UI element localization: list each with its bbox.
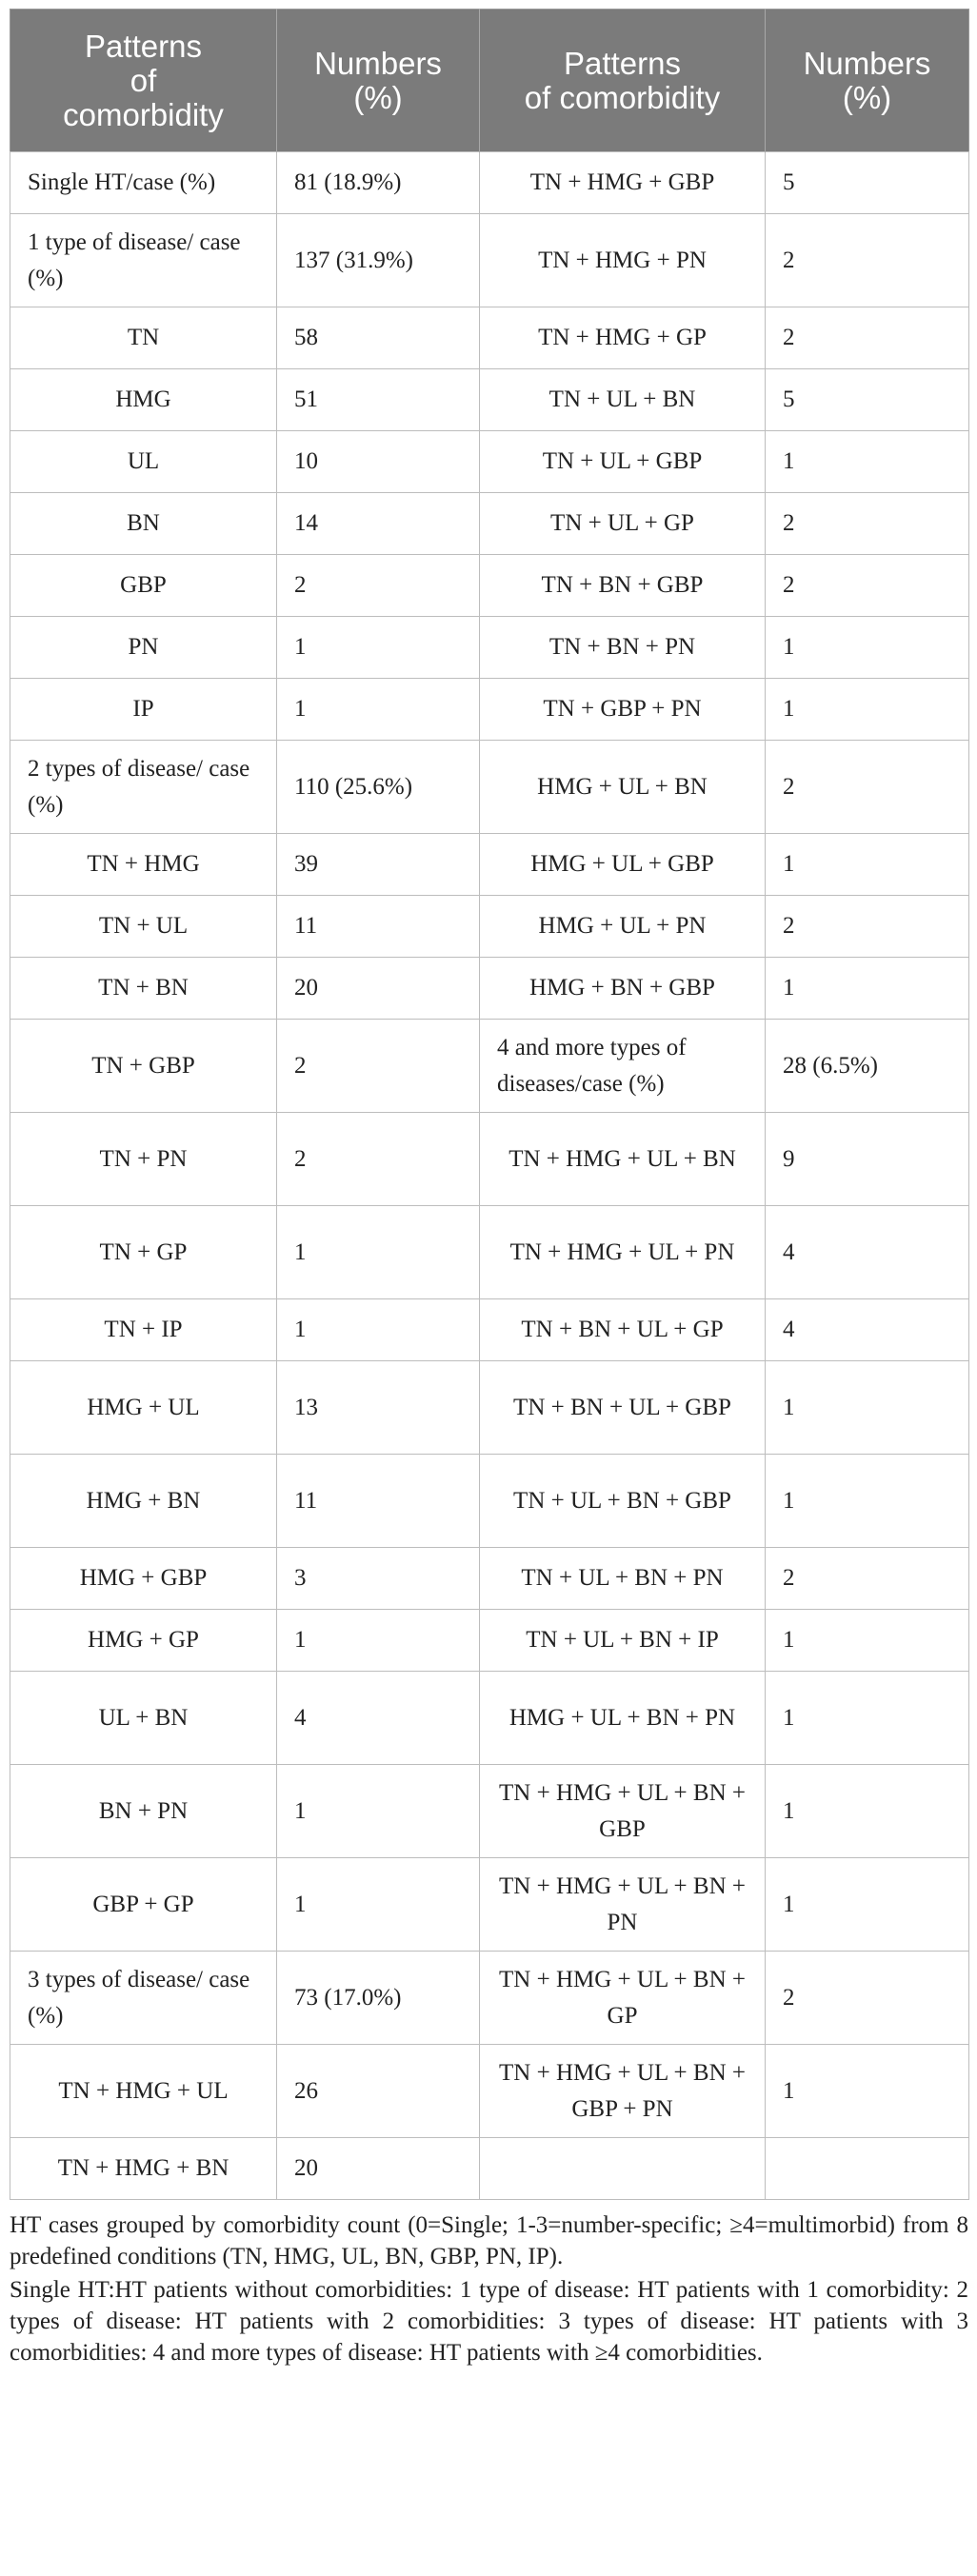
number-left-cell: 2 (277, 1020, 480, 1113)
number-right-cell: 2 (766, 493, 969, 555)
table-footnotes (10, 2209, 968, 2370)
table-row (10, 2045, 969, 2138)
pattern-left-cell: IP (10, 679, 277, 741)
table-row (10, 741, 969, 834)
table-row (10, 1020, 969, 1113)
number-left-cell: 1 (277, 617, 480, 679)
number-left-cell: 3 (277, 1548, 480, 1610)
number-right-cell: 1 (766, 958, 969, 1020)
number-left-cell: 1 (277, 1610, 480, 1672)
pattern-left-cell: PN (10, 617, 277, 679)
pattern-left-cell: TN + IP (10, 1299, 277, 1361)
pattern-left-cell: 1 type of disease/ case (%) (10, 214, 277, 307)
table-row (10, 1206, 969, 1299)
number-right-cell: 1 (766, 1672, 969, 1765)
table-row (10, 214, 969, 307)
number-left-cell: 1 (277, 1858, 480, 1952)
pattern-right-cell: TN + HMG + GBP (480, 152, 766, 214)
number-right-cell: 28 (6.5%) (766, 1020, 969, 1113)
pattern-right-cell (480, 2138, 766, 2200)
table-row (10, 617, 969, 679)
number-left-cell: 137 (31.9%) (277, 214, 480, 307)
footnote-definitions: Single HT:HT patients without comorbidities: 1 type of disease: HT patients with 1 comorbidity: 2 types of disease: HT patients with 2 comorbidities: 3 types of disease: HT patients with 3 comorbidities: 4 and more types of disease: HT patients with ≥4 comorbidities. (10, 2277, 968, 2366)
header-line: Patterns (85, 28, 202, 64)
number-left-cell: 10 (277, 431, 480, 493)
number-right-cell: 5 (766, 152, 969, 214)
pattern-right-cell: TN + HMG + UL + BN + PN (480, 1858, 766, 1952)
pattern-left-cell: 2 types of disease/ case (%) (10, 741, 277, 834)
pattern-right-cell: 4 and more types of diseases/case (%) (480, 1020, 766, 1113)
pattern-left-cell: Single HT/case (%) (10, 152, 277, 214)
pattern-left-cell: UL + BN (10, 1672, 277, 1765)
pattern-left-cell: TN + GP (10, 1206, 277, 1299)
pattern-left-cell: TN + HMG (10, 834, 277, 896)
pattern-right-cell: TN + UL + GP (480, 493, 766, 555)
number-right-cell: 2 (766, 1548, 969, 1610)
table-row (10, 493, 969, 555)
pattern-right-cell: HMG + UL + PN (480, 896, 766, 958)
pattern-right-cell: TN + BN + UL + GP (480, 1299, 766, 1361)
pattern-left-cell: TN + UL (10, 896, 277, 958)
pattern-left-cell: TN + GBP (10, 1020, 277, 1113)
table-row (10, 896, 969, 958)
number-left-cell: 1 (277, 679, 480, 741)
pattern-right-cell: TN + HMG + PN (480, 214, 766, 307)
number-left-cell: 11 (277, 896, 480, 958)
number-right-cell: 1 (766, 431, 969, 493)
table-row (10, 1113, 969, 1206)
number-right-cell: 2 (766, 741, 969, 834)
number-right-cell: 2 (766, 214, 969, 307)
comorbidity-table-container (10, 9, 968, 2200)
table-row (10, 555, 969, 617)
table-header (10, 10, 969, 152)
pattern-right-cell: TN + UL + BN + IP (480, 1610, 766, 1672)
number-right-cell: 2 (766, 555, 969, 617)
table-row (10, 834, 969, 896)
pattern-right-cell: TN + UL + BN (480, 369, 766, 431)
pattern-right-cell: TN + HMG + GP (480, 307, 766, 369)
table-row (10, 1858, 969, 1952)
number-left-cell: 81 (18.9%) (277, 152, 480, 214)
table-row (10, 1299, 969, 1361)
number-left-cell: 4 (277, 1672, 480, 1765)
number-left-cell: 1 (277, 1765, 480, 1858)
table-row (10, 1952, 969, 2045)
pattern-left-cell: TN + BN (10, 958, 277, 1020)
number-right-cell: 1 (766, 1765, 969, 1858)
number-left-cell: 1 (277, 1299, 480, 1361)
pattern-right-cell: TN + HMG + UL + BN + GBP + PN (480, 2045, 766, 2138)
table-row (10, 1672, 969, 1765)
pattern-right-cell: TN + HMG + UL + BN + GP (480, 1952, 766, 2045)
header-line: (%) (842, 79, 892, 115)
pattern-left-cell: 3 types of disease/ case (%) (10, 1952, 277, 2045)
comorbidity-table (10, 9, 969, 2200)
number-left-cell: 20 (277, 958, 480, 1020)
number-right-cell: 2 (766, 1952, 969, 2045)
pattern-left-cell: UL (10, 431, 277, 493)
pattern-left-cell: TN + PN (10, 1113, 277, 1206)
pattern-left-cell: HMG + GBP (10, 1548, 277, 1610)
pattern-right-cell: TN + UL + GBP (480, 431, 766, 493)
number-left-cell: 26 (277, 2045, 480, 2138)
table-row (10, 307, 969, 369)
header-line: of (130, 62, 157, 98)
header-line: Numbers (314, 45, 442, 81)
number-right-cell: 1 (766, 834, 969, 896)
number-left-cell: 73 (17.0%) (277, 1952, 480, 2045)
pattern-left-cell: BN (10, 493, 277, 555)
number-right-cell: 4 (766, 1206, 969, 1299)
pattern-right-cell: TN + GBP + PN (480, 679, 766, 741)
table-row (10, 958, 969, 1020)
number-right-cell: 1 (766, 1858, 969, 1952)
footnote-grouping: HT cases grouped by comorbidity count (0=Single; 1-3=number-specific; ≥4=multimorbid) from 8 predefined conditions (TN, HMG, UL, BN, GBP, PN, IP). (10, 2212, 968, 2269)
table-row (10, 679, 969, 741)
pattern-left-cell: BN + PN (10, 1765, 277, 1858)
header-patterns-left (10, 10, 277, 152)
number-right-cell: 1 (766, 1361, 969, 1455)
pattern-right-cell: TN + BN + UL + GBP (480, 1361, 766, 1455)
header-numbers-right (766, 10, 969, 152)
table-row (10, 1548, 969, 1610)
table-row (10, 1765, 969, 1858)
number-right-cell (766, 2138, 969, 2200)
number-left-cell: 14 (277, 493, 480, 555)
pattern-right-cell: TN + HMG + UL + PN (480, 1206, 766, 1299)
number-right-cell: 2 (766, 307, 969, 369)
table-row (10, 1610, 969, 1672)
number-left-cell: 51 (277, 369, 480, 431)
pattern-right-cell: HMG + BN + GBP (480, 958, 766, 1020)
header-line: Patterns (564, 45, 681, 81)
header-line: comorbidity (63, 96, 224, 132)
number-left-cell: 39 (277, 834, 480, 896)
number-left-cell: 58 (277, 307, 480, 369)
pattern-right-cell: HMG + UL + BN (480, 741, 766, 834)
number-right-cell: 5 (766, 369, 969, 431)
pattern-left-cell: HMG + GP (10, 1610, 277, 1672)
table-row (10, 2138, 969, 2200)
header-line: of comorbidity (524, 79, 721, 115)
header-row (10, 10, 969, 152)
table-row (10, 431, 969, 493)
pattern-left-cell: GBP + GP (10, 1858, 277, 1952)
header-line: Numbers (803, 45, 931, 81)
number-right-cell: 1 (766, 617, 969, 679)
pattern-right-cell: TN + UL + BN + GBP (480, 1455, 766, 1548)
header-line: (%) (353, 79, 403, 115)
pattern-left-cell: GBP (10, 555, 277, 617)
header-patterns-right (480, 10, 766, 152)
pattern-left-cell: HMG + UL (10, 1361, 277, 1455)
number-right-cell: 1 (766, 1610, 969, 1672)
pattern-right-cell: TN + HMG + UL + BN (480, 1113, 766, 1206)
table-row (10, 1361, 969, 1455)
number-left-cell: 11 (277, 1455, 480, 1548)
table-body (10, 152, 969, 2200)
pattern-left-cell: TN + HMG + BN (10, 2138, 277, 2200)
table-row (10, 152, 969, 214)
header-numbers-left (277, 10, 480, 152)
pattern-left-cell: HMG + BN (10, 1455, 277, 1548)
table-row (10, 1455, 969, 1548)
pattern-left-cell: TN (10, 307, 277, 369)
number-right-cell: 4 (766, 1299, 969, 1361)
pattern-left-cell: TN + HMG + UL (10, 2045, 277, 2138)
number-left-cell: 2 (277, 1113, 480, 1206)
pattern-right-cell: TN + BN + GBP (480, 555, 766, 617)
number-right-cell: 9 (766, 1113, 969, 1206)
number-left-cell: 1 (277, 1206, 480, 1299)
pattern-right-cell: TN + HMG + UL + BN + GBP (480, 1765, 766, 1858)
pattern-right-cell: HMG + UL + BN + PN (480, 1672, 766, 1765)
pattern-right-cell: TN + UL + BN + PN (480, 1548, 766, 1610)
number-left-cell: 2 (277, 555, 480, 617)
number-right-cell: 2 (766, 896, 969, 958)
number-right-cell: 1 (766, 2045, 969, 2138)
number-right-cell: 1 (766, 679, 969, 741)
number-right-cell: 1 (766, 1455, 969, 1548)
number-left-cell: 110 (25.6%) (277, 741, 480, 834)
pattern-right-cell: HMG + UL + GBP (480, 834, 766, 896)
pattern-left-cell: HMG (10, 369, 277, 431)
number-left-cell: 20 (277, 2138, 480, 2200)
table-row (10, 369, 969, 431)
number-left-cell: 13 (277, 1361, 480, 1455)
pattern-right-cell: TN + BN + PN (480, 617, 766, 679)
